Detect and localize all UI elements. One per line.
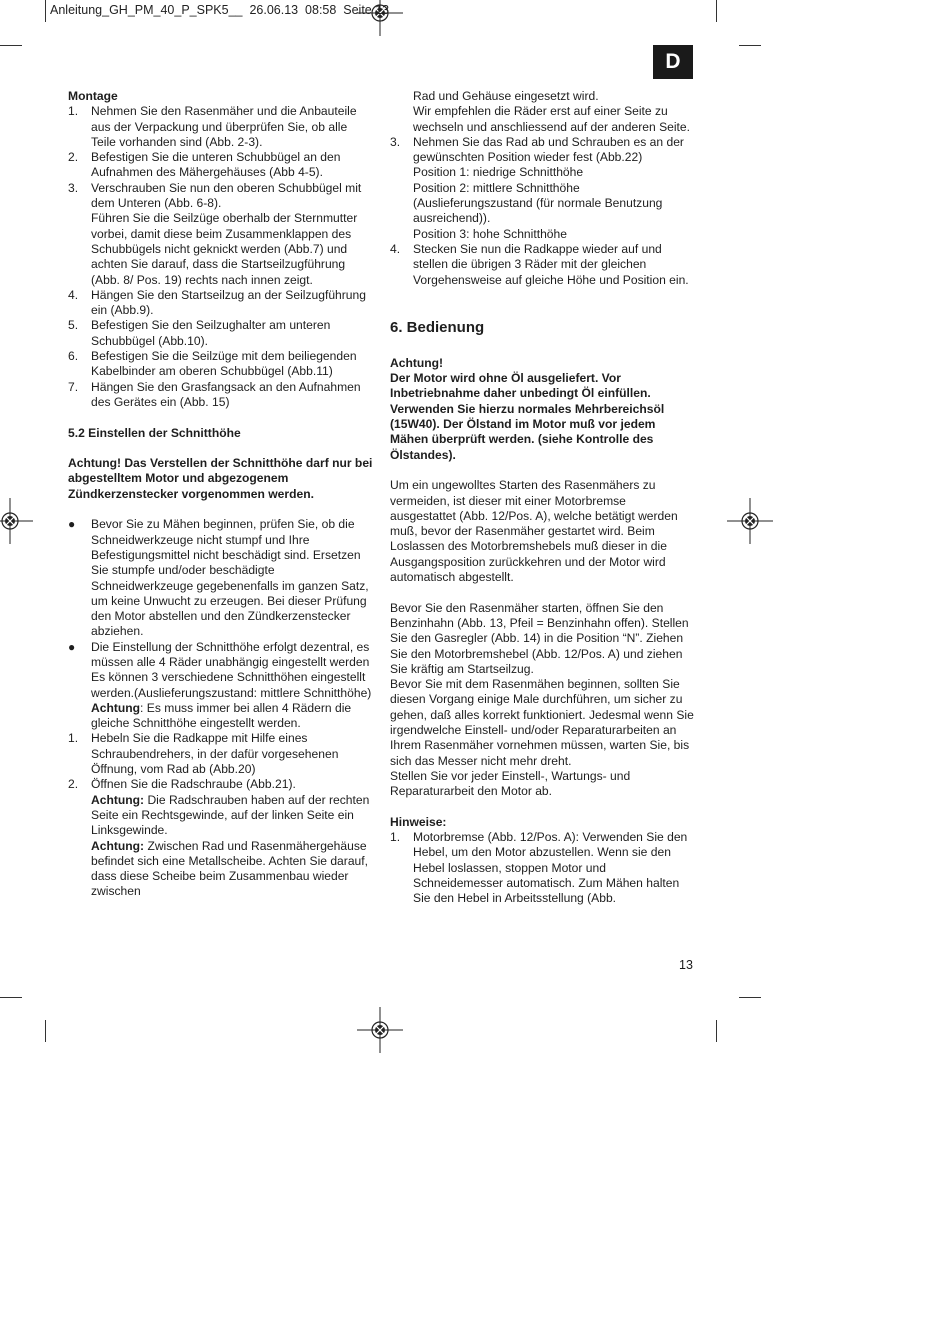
registration-mark-icon — [357, 1007, 403, 1053]
list-text — [91, 777, 373, 899]
paragraph-part: “N”. Ziehen Sie den Motorbremshebel (Abb. 12/Pos. A) und ziehen Sie kräftig am Startseilzug. — [390, 631, 684, 676]
language-badge: D — [653, 45, 693, 79]
list-item — [68, 777, 373, 899]
list-text: Stecken Sie nun die Radkappe wieder auf und stellen die übrigen 3 Räder mit der gleichen Vorgehensweise auf gleiche Höhe und Position ein. — [413, 241, 689, 287]
warning-text: Achtung! Das Verstellen der Schnitthöhe darf nur bei abgestelltem Motor und abgezogenem Zündkerzenstecker vorgenommen werden. — [68, 456, 373, 501]
crop-mark — [716, 0, 717, 22]
list-number: 2. — [68, 150, 79, 165]
bullet-text-part: : Es muss immer bei allen 4 Rädern die gleiche Schnitthöhe eingestellt werden. — [91, 700, 352, 731]
list-text: Befestigen Sie die Seilzüge mit dem beiliegenden Kabelbinder am oberen Schubbügel (Abb.11) — [91, 349, 357, 379]
registration-mark-icon — [727, 498, 773, 544]
paragraph-part: Bevor Sie mit dem Rasenmähen beginnen, sollten Sie diesen Vorgang einige Male durchführen, um sicher zu gehen, daß alles korrekt funktioniert. Jedesmal wenn Sie irgendwelche Einstell- und/oder Reparaturarbeiten an Ihrem Rasenmäher vornehmen müssen, warten Sie, bis sich das Messer nicht mehr dreht. — [390, 677, 694, 768]
list-text-part: Nehmen Sie das Rad ab und Schrauben es an der gewünschten Position wieder fest (Abb.22) — [413, 134, 684, 165]
bullet-text-part: Die Einstellung der Schnitthöhe erfolgt dezentral, es müssen alle 4 Räder unabhängig eingestellt werden Es können 3 verschiedene Schnitthöhen eingestellt werden.(Auslieferungszustand: mittlere Schnitthöhe) — [91, 639, 372, 700]
list-item — [68, 318, 373, 349]
list-item — [68, 104, 373, 150]
list-text: Befestigen Sie den Seilzughalter am unteren Schubbügel (Abb.10). — [91, 318, 331, 348]
list-number: 1. — [390, 830, 401, 845]
paragraph-part: Bevor Sie den Rasenmäher starten, öffnen Sie den Benzinhahn (Abb. 13, Pfeil = Benzinhahn offen). Stellen Sie den Gasregler (Abb. 14) in die Position — [390, 600, 689, 646]
list-item — [68, 349, 373, 380]
list-number: 6. — [68, 349, 79, 364]
list-text-part: Führen Sie die Seilzüge oberhalb der Sternmutter vorbei, damit diese beim Zusammenklappen des Schubbügels nicht geknickt werden (Abb.7) und achten Sie darauf, dass die Startseilzugführung (Abb. 8/ Pos. 19) rechts nach innen zeigt. — [91, 211, 358, 287]
right-column — [390, 89, 695, 907]
list-number: 4. — [390, 241, 401, 256]
list-text: Befestigen Sie die unteren Schubbügel an den Aufnahmen des Mähergehäuses (Abb 4-5). — [91, 150, 341, 180]
bold-label: Achtung: — [91, 838, 145, 853]
list-text: Hängen Sie den Grasfangsack an den Aufnahmen des Gerätes ein (Abb. 15) — [91, 379, 361, 409]
list-text-part: Die Radschrauben haben auf der rechten Seite ein Rechtsgewinde, auf der linken Seite ein Linksgewinde. — [91, 792, 370, 838]
list-number: 7. — [68, 379, 79, 394]
bullet-text: Bevor Sie zu Mähen beginnen, prüfen Sie, ob die Schneidwerkzeuge nicht stumpf und Ihre Befestigungsmittel nicht beschädigt sind. Ersetzen Sie stumpfe und/oder beschädigte Schneidwerkzeuge gegebenenfalls im ganzen Satz, um keine Unwucht zu erzeugen. Bei dieser Prüfung den Motor abstellen und den Zündkerzenstecker abziehen. — [91, 517, 369, 639]
list-number: 3. — [390, 134, 401, 149]
list-item — [68, 731, 373, 777]
warning-title: Achtung! — [390, 355, 444, 370]
list-text-part: Öffnen Sie die Radschraube (Abb.21). — [91, 777, 296, 792]
crop-mark — [0, 997, 22, 998]
bullet-item — [68, 517, 373, 639]
registration-mark-icon — [0, 498, 33, 544]
crop-mark — [739, 45, 761, 46]
crop-mark — [0, 45, 22, 46]
list-item — [68, 288, 373, 319]
continued-text: Rad und Gehäuse eingesetzt wird. — [413, 89, 599, 103]
section-6-heading: 6. Bedienung — [390, 318, 485, 336]
montage-heading: Montage — [68, 89, 118, 103]
bullet-item — [68, 640, 373, 732]
list-item — [68, 181, 373, 288]
list-number: 3. — [68, 180, 79, 195]
crop-mark — [45, 0, 46, 22]
list-text: Hängen Sie den Startseilzug an der Seilzugführung ein (Abb.9). — [91, 287, 366, 318]
list-item — [390, 242, 695, 288]
position-line: Position 2: mittlere Schnitthöhe (Auslieferungszustand (für normale Benutzung ausreichend)). — [413, 180, 663, 226]
crop-mark — [739, 997, 761, 998]
list-number: 1. — [68, 104, 79, 119]
list-text: Hebeln Sie die Radkappe mit Hilfe eines Schraubendrehers, in der dafür vorgesehenen Öffnung, vom Rad ab (Abb.20) — [91, 731, 339, 777]
list-item — [390, 830, 695, 906]
list-text-part: Verschrauben Sie nun den oberen Schubbügel mit dem Unteren (Abb. 6-8). — [91, 180, 362, 211]
crop-mark — [45, 1020, 46, 1042]
paragraph-part: Stellen Sie vor jeder Einstell-, Wartungs- und Reparaturarbeit den Motor ab. — [390, 768, 631, 799]
paragraph: Um ein ungewolltes Starten des Rasenmähers zu vermeiden, ist dieser mit einer Motorbremse ausgestattet (Abb. 12/Pos. A), welche betätigt werden muß, bevor der Rasenmäher gestartet wird. Beim Loslassen des Motorbremshebels muß dieser in die Ausgangsposition zurückkehren und der Motor wird automatisch abgestellt. — [390, 478, 678, 585]
bold-label: Achtung: — [91, 792, 145, 807]
paragraph — [390, 601, 695, 800]
position-line: Position 3: hohe Schnitthöhe — [413, 226, 567, 241]
section-5-2-heading: 5.2 Einstellen der Schnitthöhe — [68, 425, 241, 440]
hints-heading: Hinweise: — [390, 814, 447, 829]
list-number: 5. — [68, 318, 79, 333]
list-text — [413, 135, 695, 242]
bullet-icon: ● — [68, 517, 76, 532]
crop-mark — [716, 1020, 717, 1042]
list-number: 2. — [68, 777, 79, 792]
list-number: 4. — [68, 287, 79, 302]
list-text-part: Zwischen Rad und Rasenmähergehäuse befindet sich eine Metallscheibe. Achten Sie darauf, dass diese Scheibe beim Zusammenbau wieder zwischen — [91, 838, 368, 899]
list-text: Motorbremse (Abb. 12/Pos. A): Verwenden Sie den Hebel, um den Motor abzustellen. Wenn sie den Hebel loslassen, stoppen Motor und Schneidemesser automatisch. Zum Mähen halten Sie den Hebel in Arbeitsstellung (Abb. — [413, 830, 688, 906]
bullet-icon: ● — [68, 639, 76, 654]
bold-label: Achtung — [91, 700, 141, 715]
list-item — [68, 380, 373, 411]
position-line: Position 1: niedrige Schnitthöhe — [413, 165, 584, 180]
page-number: 13 — [679, 958, 693, 972]
list-item — [390, 135, 695, 242]
list-text — [91, 181, 373, 288]
list-text: Nehmen Sie den Rasenmäher und die Anbauteile aus der Verpackung und überprüfen Sie, ob alle Teile vorhanden sind (Abb. 2-3). — [91, 104, 357, 149]
warning-text: Der Motor wird ohne Öl ausgeliefert. Vor Inbetriebnahme daher unbedingt Öl einfüllen. Verwenden Sie hierzu normales Mehrbereichsöl (15W40). Der Ölstand im Motor muß vor jedem Mähen überprüft werden. (siehe Kontrolle des Ölstandes). — [390, 371, 665, 462]
continued-text: Wir empfehlen die Räder erst auf einer Seite zu wechseln und anschliessend auf der anderen Seite. — [413, 104, 690, 134]
list-item — [68, 150, 373, 181]
left-column — [68, 89, 373, 900]
list-number: 1. — [68, 731, 79, 746]
bullet-text — [91, 640, 373, 732]
file-header: Anleitung_GH_PM_40_P_SPK5__ 26.06.13 08:58 Seite 13 — [50, 3, 390, 17]
